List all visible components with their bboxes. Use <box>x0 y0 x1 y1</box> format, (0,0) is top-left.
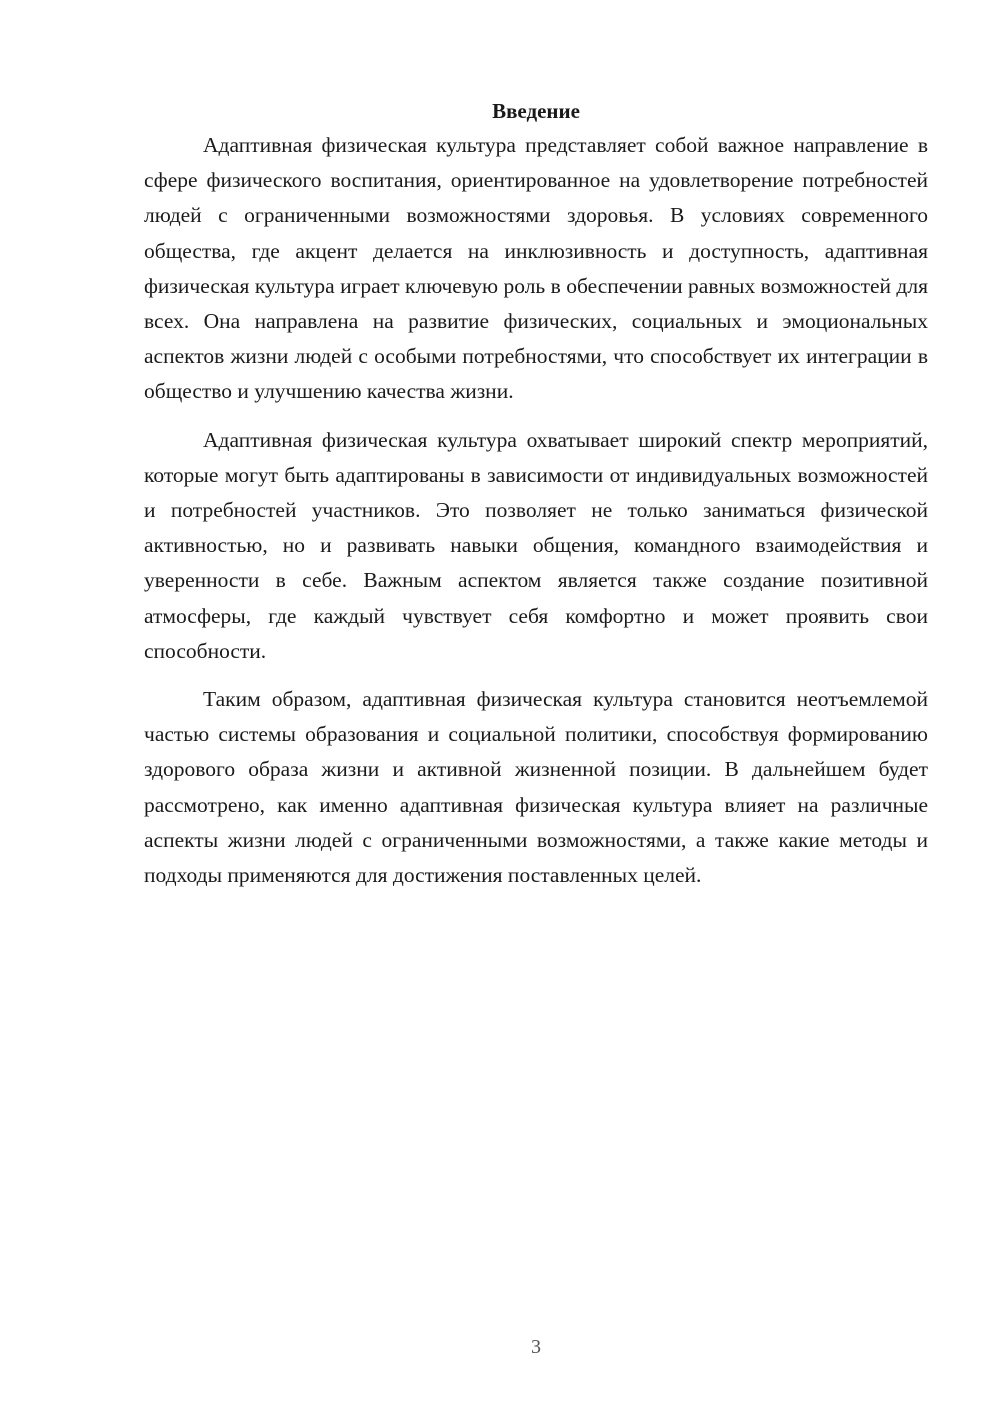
paragraph-1: Адаптивная физическая культура представляет собой важное направление в сфере физического воспитания, ориентированное на удовлетворение потребностей людей с ограниченными возможностями здоровья. В условиях современного общества, где акцент делается на инклюзивность и доступность, адаптивная физическая культура играет ключевую роль в обеспечении равных возможностей для всех. Она направлена на развитие физических, социальных и эмоциональных аспектов жизни людей с особыми потребностями, что способствует их интеграции в общество и улучшению качества жизни. <box>144 133 928 404</box>
paragraph-2: Адаптивная физическая культура охватывает широкий спектр мероприятий, которые могут быть адаптированы в зависимости от индивидуальных возможностей и потребностей участников. Это позволяет не только заниматься физической активностью, но и развивать навыки общения, командного взаимодействия и уверенности в себе. Важным аспектом является также создание позитивной атмосферы, где каждый чувствует себя комфортно и может проявить свои способности. <box>144 427 928 663</box>
document-page <box>144 96 928 906</box>
section-heading: Введение <box>492 99 580 123</box>
page-number: 3 <box>531 1336 541 1358</box>
paragraph-3: Таким образом, адаптивная физическая культура становится неотъемлемой частью системы образования и социальной политики, способствуя формированию здорового образа жизни и активной жизненной позиции. В дальнейшем будет рассмотрено, как именно адаптивная физическая культура влияет на различные аспекты жизни людей с ограниченными возможностями, а также какие методы и подходы применяются для достижения поставленных целей. <box>144 687 928 888</box>
